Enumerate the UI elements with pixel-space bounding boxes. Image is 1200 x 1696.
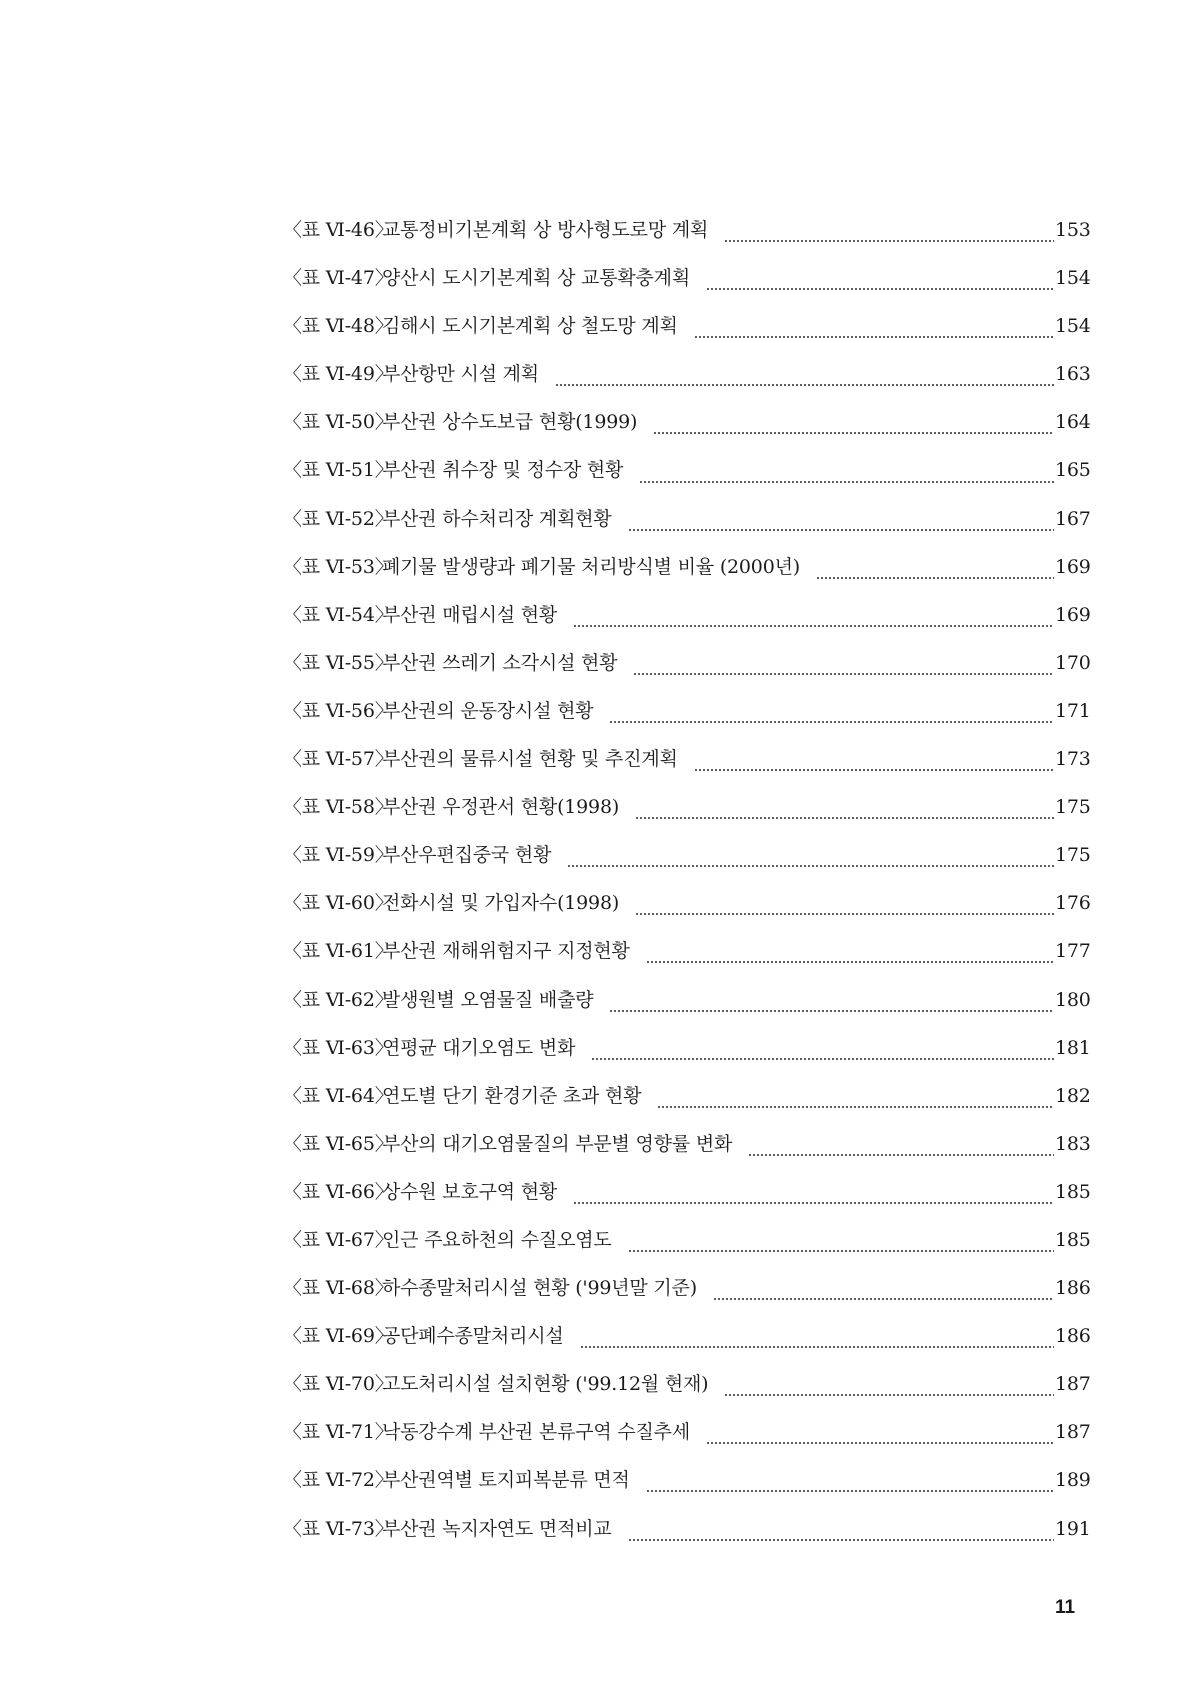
dot-leader — [635, 817, 1054, 819]
toc-entry[interactable] — [283, 1369, 1091, 1417]
toc-entry[interactable] — [283, 1321, 1091, 1369]
toc-entry[interactable] — [283, 455, 1091, 503]
page-ref: 191 — [1055, 1517, 1091, 1540]
table-label: 〈표 Ⅵ-65〉 — [283, 1132, 394, 1155]
page-ref: 176 — [1055, 892, 1091, 915]
dot-leader — [628, 1539, 1054, 1541]
toc-entry[interactable] — [283, 311, 1091, 359]
table-title: 전화시설 및 가입자수(1998) — [382, 892, 620, 915]
dot-leader — [633, 673, 1054, 675]
page-ref: 180 — [1055, 988, 1091, 1011]
table-title: 양산시 도시기본계획 상 교통확충계획 — [382, 267, 690, 290]
page-number: 11 — [1055, 1597, 1076, 1618]
toc-entry[interactable] — [283, 552, 1091, 600]
table-label: 〈표 Ⅵ-67〉 — [283, 1228, 394, 1251]
dot-leader — [635, 913, 1054, 915]
table-title: 낙동강수계 부산권 본류구역 수질추세 — [382, 1421, 690, 1444]
dot-leader — [657, 1106, 1054, 1108]
page-ref: 175 — [1055, 844, 1091, 867]
dot-leader — [748, 1154, 1054, 1156]
table-title: 폐기물 발생량과 폐기물 처리방식별 비율 (2000년) — [382, 555, 800, 578]
toc-entry[interactable] — [283, 504, 1091, 552]
toc-entry[interactable] — [283, 1225, 1091, 1273]
page-ref: 169 — [1055, 555, 1091, 578]
toc-entry[interactable] — [283, 840, 1091, 888]
page-ref: 186 — [1055, 1277, 1091, 1300]
table-label: 〈표 Ⅵ-46〉 — [283, 219, 394, 241]
table-label: 〈표 Ⅵ-54〉 — [283, 603, 394, 626]
table-label: 〈표 Ⅵ-63〉 — [283, 1036, 394, 1059]
page-ref: 173 — [1055, 748, 1091, 771]
table-label: 〈표 Ⅵ-53〉 — [283, 555, 394, 578]
dot-leader — [816, 577, 1054, 579]
dot-leader — [591, 1058, 1054, 1060]
dot-leader — [724, 1394, 1054, 1396]
table-title: 부산권 매립시설 현황 — [382, 603, 558, 626]
table-title: 부산우편집중국 현황 — [382, 844, 552, 867]
toc-entry[interactable] — [283, 1514, 1091, 1562]
table-title: 부산권 재해위험지구 지정현황 — [382, 940, 630, 963]
table-title: 부산권 상수도보급 현황(1999) — [382, 411, 638, 434]
table-title: 연도별 단기 환경기준 초과 현황 — [382, 1084, 642, 1107]
table-label: 〈표 Ⅵ-58〉 — [283, 796, 394, 819]
table-label: 〈표 Ⅵ-51〉 — [283, 459, 394, 482]
dot-leader — [555, 384, 1054, 386]
page-ref: 165 — [1055, 459, 1091, 482]
table-label: 〈표 Ⅵ-71〉 — [283, 1421, 394, 1444]
page-ref: 187 — [1055, 1373, 1091, 1396]
toc-entry[interactable] — [283, 359, 1091, 407]
table-label: 〈표 Ⅵ-66〉 — [283, 1180, 394, 1203]
toc-entry[interactable] — [283, 888, 1091, 936]
table-title: 부산권 녹지자연도 면적비교 — [382, 1517, 612, 1540]
table-title: 부산의 대기오염물질의 부문별 영향률 변화 — [382, 1132, 733, 1155]
dot-leader — [694, 769, 1054, 771]
toc-entry[interactable] — [283, 744, 1091, 792]
page-ref: 169 — [1055, 603, 1091, 626]
table-title: 부산권 우정관서 현황(1998) — [382, 796, 620, 819]
table-title: 부산권역별 토지피복분류 면적 — [382, 1469, 630, 1492]
table-label: 〈표 Ⅵ-64〉 — [283, 1084, 394, 1107]
page-ref: 189 — [1055, 1469, 1091, 1492]
table-label: 〈표 Ⅵ-56〉 — [283, 699, 394, 722]
dot-leader — [653, 432, 1054, 434]
page-ref: 153 — [1055, 219, 1091, 241]
table-title: 교통정비기본계획 상 방사형도로망 계획 — [382, 219, 709, 241]
toc-entry[interactable] — [283, 936, 1091, 984]
table-label: 〈표 Ⅵ-57〉 — [283, 748, 394, 771]
toc-entry[interactable] — [283, 1033, 1091, 1081]
table-label: 〈표 Ⅵ-50〉 — [283, 411, 394, 434]
table-label: 〈표 Ⅵ-73〉 — [283, 1517, 394, 1540]
page-ref: 164 — [1055, 411, 1091, 434]
dot-leader — [609, 1010, 1054, 1012]
table-title: 부산권의 운동장시설 현황 — [382, 699, 594, 722]
table-title: 하수종말처리시설 현황 ('99년말 기준) — [382, 1277, 697, 1300]
toc-entry[interactable] — [283, 600, 1091, 648]
table-title: 연평균 대기오염도 변화 — [382, 1036, 576, 1059]
table-title: 상수원 보호구역 현황 — [382, 1180, 558, 1203]
table-of-tables — [283, 215, 1091, 1562]
page-ref: 154 — [1055, 267, 1091, 290]
table-label: 〈표 Ⅵ-68〉 — [283, 1277, 394, 1300]
table-title: 인근 주요하천의 수질오염도 — [382, 1228, 612, 1251]
page-ref: 181 — [1055, 1036, 1091, 1059]
page-ref: 185 — [1055, 1180, 1091, 1203]
dot-leader — [628, 1250, 1054, 1252]
table-title: 부산권 하수처리장 계획현황 — [382, 507, 612, 530]
toc-entry[interactable] — [283, 696, 1091, 744]
dot-leader — [646, 1490, 1054, 1492]
toc-entry[interactable] — [283, 792, 1091, 840]
table-label: 〈표 Ⅵ-62〉 — [283, 988, 394, 1011]
table-label: 〈표 Ⅵ-61〉 — [283, 940, 394, 963]
table-title: 부산항만 시설 계획 — [382, 363, 539, 386]
dot-leader — [646, 961, 1054, 963]
table-title: 고도처리시설 설치현황 ('99.12월 현재) — [382, 1373, 709, 1396]
table-label: 〈표 Ⅵ-59〉 — [283, 844, 394, 867]
dot-leader — [713, 1298, 1054, 1300]
dot-leader — [639, 481, 1054, 483]
table-label: 〈표 Ⅵ-70〉 — [283, 1373, 394, 1396]
toc-entry[interactable] — [283, 1177, 1091, 1225]
dot-leader — [724, 240, 1054, 242]
page-ref: 186 — [1055, 1325, 1091, 1348]
toc-entry[interactable] — [283, 648, 1091, 696]
dot-leader — [567, 865, 1054, 867]
table-label: 〈표 Ⅵ-52〉 — [283, 507, 394, 530]
page-ref: 163 — [1055, 363, 1091, 386]
page-ref: 182 — [1055, 1084, 1091, 1107]
table-title: 부산권의 물류시설 현황 및 추진계획 — [382, 748, 678, 771]
toc-entry[interactable] — [283, 1273, 1091, 1321]
page-ref: 183 — [1055, 1132, 1091, 1155]
page-ref: 177 — [1055, 940, 1091, 963]
dot-leader — [706, 288, 1054, 290]
table-title: 김해시 도시기본계획 상 철도망 계획 — [382, 315, 678, 338]
table-title: 발생원별 오염물질 배출량 — [382, 988, 594, 1011]
page-ref: 185 — [1055, 1228, 1091, 1251]
dot-leader — [573, 1202, 1054, 1204]
table-label: 〈표 Ⅵ-49〉 — [283, 363, 394, 386]
dot-leader — [573, 625, 1054, 627]
toc-entry[interactable] — [283, 1417, 1091, 1465]
page-ref: 170 — [1055, 651, 1091, 674]
page-ref: 167 — [1055, 507, 1091, 530]
toc-entry[interactable] — [283, 215, 1091, 263]
toc-entry[interactable] — [283, 263, 1091, 311]
table-label: 〈표 Ⅵ-72〉 — [283, 1469, 394, 1492]
table-title: 부산권 쓰레기 소각시설 현황 — [382, 651, 618, 674]
table-label: 〈표 Ⅵ-55〉 — [283, 651, 394, 674]
dot-leader — [706, 1442, 1054, 1444]
toc-entry[interactable] — [283, 407, 1091, 455]
table-title: 부산권 취수장 및 정수장 현황 — [382, 459, 624, 482]
table-label: 〈표 Ⅵ-48〉 — [283, 315, 394, 338]
toc-entry[interactable] — [283, 1129, 1091, 1177]
dot-leader — [694, 336, 1054, 338]
page-ref: 171 — [1055, 699, 1091, 722]
table-label: 〈표 Ⅵ-47〉 — [283, 267, 394, 290]
page-ref: 175 — [1055, 796, 1091, 819]
page-ref: 154 — [1055, 315, 1091, 338]
toc-entry[interactable] — [283, 1081, 1091, 1129]
dot-leader — [609, 721, 1054, 723]
table-label: 〈표 Ⅵ-69〉 — [283, 1325, 394, 1348]
table-label: 〈표 Ⅵ-60〉 — [283, 892, 394, 915]
toc-entry[interactable] — [283, 985, 1091, 1033]
table-title: 공단폐수종말처리시설 — [382, 1325, 564, 1348]
dot-leader — [628, 529, 1054, 531]
toc-entry[interactable] — [283, 1465, 1091, 1513]
dot-leader — [580, 1346, 1054, 1348]
page-ref: 187 — [1055, 1421, 1091, 1444]
